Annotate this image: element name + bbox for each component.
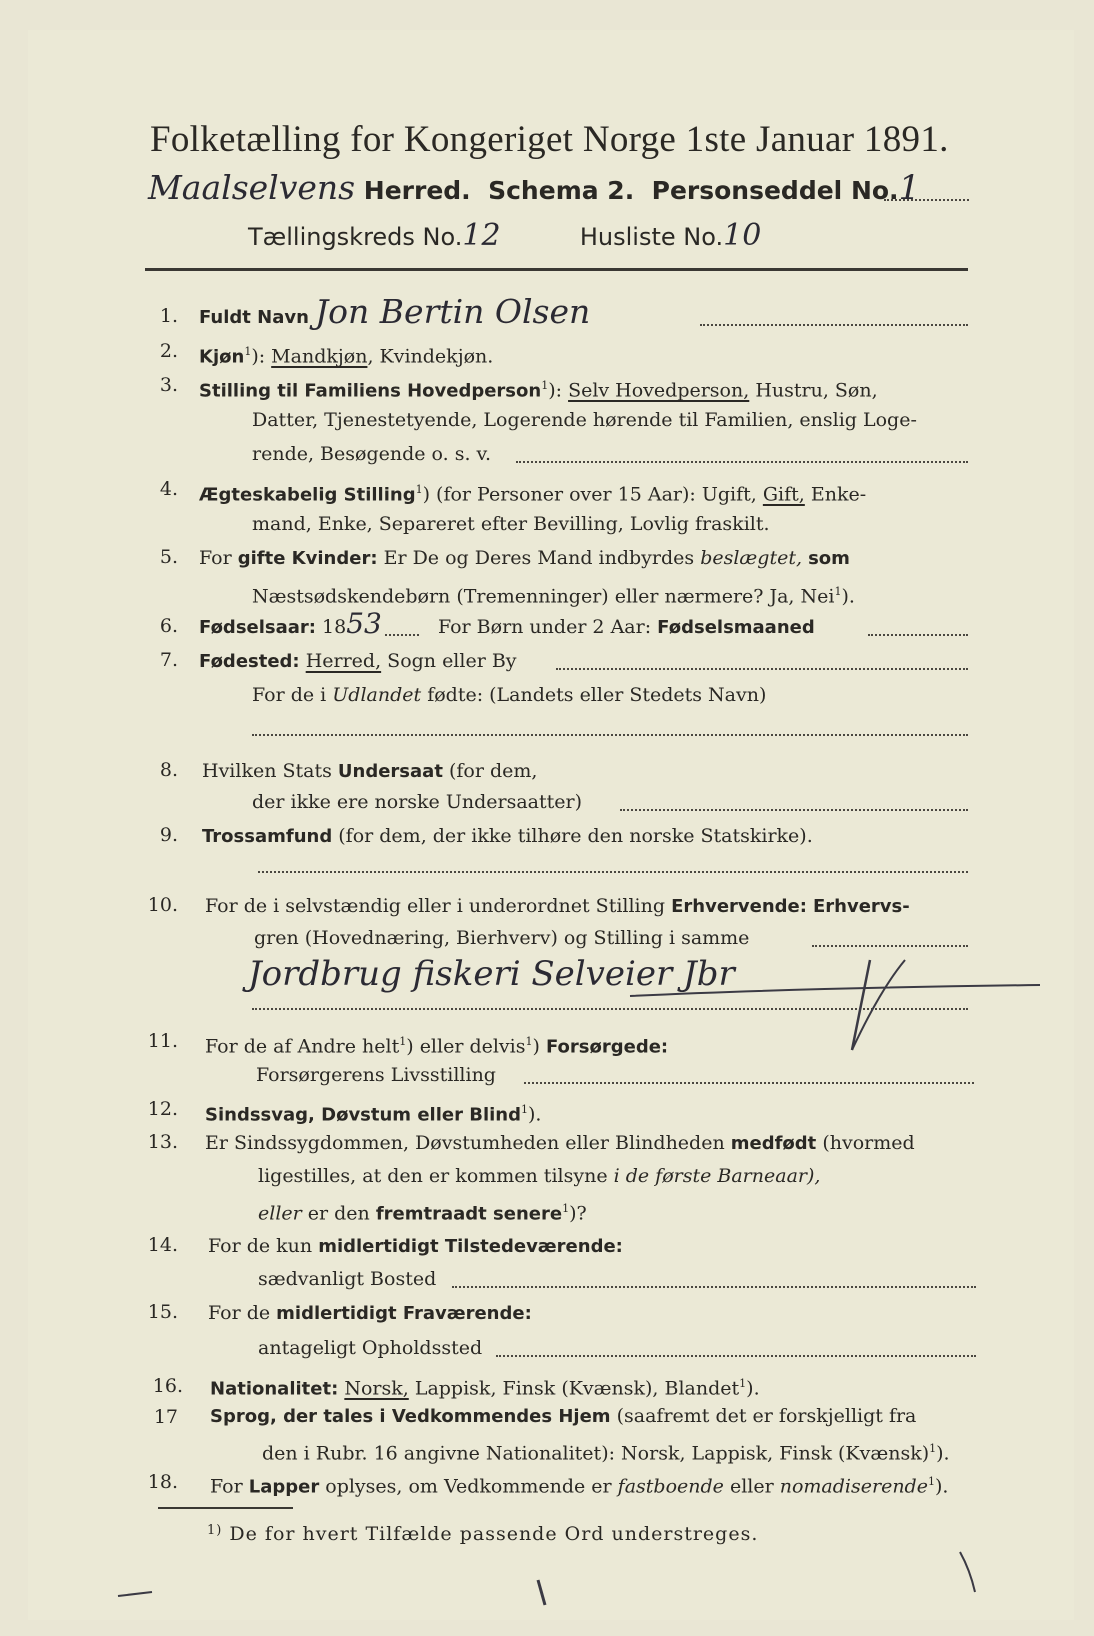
disability-label: Sindssvag, Døvstum eller Blind — [205, 1104, 521, 1126]
item-11-text-b: eller delvis — [419, 1035, 526, 1058]
item-7-for: For de i — [252, 684, 327, 706]
sex-option-male: Mandkjøn — [271, 345, 368, 368]
birth-year-label: Fødselsaar: — [199, 617, 316, 638]
item-13-eller: eller — [258, 1202, 302, 1225]
footnote-ref: 1 — [520, 1103, 528, 1116]
marital-status-selected: Gift, — [762, 483, 805, 506]
item-18-nomadic: nomadiserende — [779, 1475, 928, 1498]
husliste-label: Husliste No. — [579, 223, 724, 251]
nationality-options: Lappisk, Finsk (Kvænsk), Blandet — [414, 1377, 740, 1400]
item-18-settled: fastboende — [617, 1475, 724, 1498]
item-18: For Lapper oplyses, om Vedkommende er fastboende eller nomadiserende$^1$). — [210, 1475, 949, 1498]
item-number-18: 18. — [147, 1471, 178, 1493]
congenital-label: medfødt — [730, 1133, 817, 1154]
item-number-8: 8. — [159, 759, 178, 781]
item-5-line-2-text: Næstsødskendebørn (Tremenninger) eller nærmere? Ja, Nei — [252, 585, 835, 608]
item-3: Stilling til Familiens Hovedperson$^1$): Selv Hovedperson, Hustru, Søn, — [199, 379, 878, 402]
marital-status-text: (for Personer over 15 Aar): Ugift, — [436, 483, 757, 506]
item-5-for: For — [199, 547, 232, 569]
full-name-handwritten: Jon Bertin Olsen — [314, 292, 591, 331]
item-13-line-2b: i de første Barneaar), — [613, 1165, 821, 1187]
schema-label: Schema 2. — [488, 176, 635, 205]
item-number-11: 11. — [147, 1030, 178, 1052]
religion-label: Trossamfund — [202, 826, 333, 847]
kreds-label: Tællingskreds No. — [248, 223, 463, 251]
item-11-text-a: For de af Andre helt — [205, 1035, 400, 1058]
item-number-14: 14. — [147, 1234, 178, 1256]
item-11-line-2: Forsørgerens Livsstilling — [256, 1064, 496, 1086]
item-7-abroad: Udlandet — [332, 684, 422, 706]
birthplace-options: Sogn eller By — [387, 650, 517, 672]
item-17-line-2: den i Rubr. 16 angivne Nationalitet): Norsk, Lappisk, Finsk (Kvænsk)$^1$). — [262, 1442, 950, 1465]
footnote-ref: 1 — [525, 1035, 533, 1048]
footnote-ref: 1 — [399, 1035, 407, 1048]
footnote-text: De for hvert Tilfælde passende Ord understreges. — [229, 1523, 759, 1545]
sami-label: Lapper — [248, 1476, 320, 1498]
item-15-text: For de — [208, 1302, 271, 1324]
item-3-line-3: rende, Besøgende o. s. v. — [252, 443, 492, 465]
bottom-mark-right — [960, 1552, 975, 1592]
later-onset-label: fremtraadt senere — [375, 1203, 563, 1225]
item-5-line-2: Næstsødskendebørn (Tremenninger) eller nærmere? Ja, Nei$^1$). — [252, 585, 855, 608]
birthplace-selected: Herred, — [305, 650, 382, 672]
item-13-end: (hvormed — [822, 1132, 915, 1154]
birthplace-label: Fødested: — [199, 651, 300, 672]
item-number-1: 1. — [159, 305, 178, 327]
nationality-selected: Norsk, — [344, 1377, 409, 1400]
item-15-line-2: antageligt Opholdssted — [258, 1337, 483, 1359]
herred-label: Herred. — [363, 176, 471, 205]
bottom-mark-left — [118, 1592, 152, 1596]
birth-month-text: For Børn under 2 Aar: — [437, 616, 652, 638]
item-18-for: For — [210, 1475, 243, 1498]
husliste-number: 10 — [723, 218, 762, 253]
item-13-text: Er Sindssygdommen, Døvstumheden eller Blindheden — [205, 1132, 725, 1154]
nationality-label: Nationalitet: — [210, 1378, 339, 1400]
item-number-15: 15. — [147, 1301, 178, 1323]
item-7-country: fødte: (Landets eller Stedets Navn) — [427, 684, 767, 706]
item-number-10: 10. — [147, 894, 178, 916]
footnote-mark: 1) — [207, 1523, 223, 1538]
item-number-9: 9. — [159, 824, 178, 846]
personseddel-label: Personseddel No. — [651, 176, 899, 205]
item-3-line-2: Datter, Tjenestetyende, Logerende hørende til Familien, enslig Loge- — [252, 409, 917, 431]
sex-label: Kjøn — [199, 346, 245, 368]
language-text: (saafremt det er forskjelligt fra — [616, 1405, 917, 1427]
item-number-3: 3. — [159, 374, 178, 396]
item-5-som: som — [808, 548, 850, 569]
item-13-line-2a: ligestilles, at den er kommen tilsyne — [258, 1165, 608, 1187]
item-18-eller: eller — [729, 1475, 774, 1498]
item-number-5: 5. — [159, 546, 178, 568]
language-label: Sprog, der tales i Vedkommendes Hjem — [210, 1406, 611, 1427]
item-number-12: 12. — [147, 1098, 178, 1120]
occupation-handwritten: Jordbrug fiskeri Selveier Jbr — [248, 954, 735, 994]
family-position-options: Hustru, Søn, — [755, 379, 878, 402]
item-13-er-den: er den — [307, 1202, 370, 1225]
item-number-6: 6. — [159, 615, 178, 637]
birth-year-handwritten: 53 — [346, 607, 382, 640]
footnote-ref: 1 — [244, 345, 252, 358]
married-women-label: gifte Kvinder: — [237, 548, 378, 569]
item-11: For de af Andre helt$^1$) eller delvis$^1$) Forsørgede: — [205, 1035, 669, 1058]
descender-stroke — [852, 960, 870, 1050]
temporary-absent-label: midlertidigt Fraværende: — [276, 1303, 532, 1324]
occupation-end: Erhvervs- — [813, 896, 910, 917]
item-number-16: 16. — [152, 1375, 183, 1397]
occupation-label: Erhvervende: — [671, 896, 807, 917]
footnote-ref: 1 — [929, 1442, 937, 1455]
footnote-ref: 1 — [834, 585, 842, 598]
item-number-13: 13. — [147, 1131, 178, 1153]
item-10-text: For de i selvstændig eller i underordnet Stilling — [205, 895, 666, 917]
dependents-label: Forsørgede: — [545, 1036, 669, 1058]
marital-status-end: Enke- — [810, 483, 867, 506]
item-5-question: Er De og Deres Mand indbyrdes — [383, 547, 695, 569]
item-number-2: 2. — [159, 340, 178, 362]
footnote-ref: 1 — [739, 1377, 747, 1390]
item-4-line-2: mand, Enke, Separeret efter Bevilling, Lovlig fraskilt. — [252, 513, 770, 535]
family-position-label: Stilling til Familiens Hovedperson — [199, 380, 542, 402]
footnote-ref: 1 — [415, 483, 423, 496]
municipality-handwritten: Maalselvens — [148, 168, 356, 207]
item-5-related: beslægtet, — [700, 547, 803, 569]
kreds-number: 12 — [462, 218, 501, 253]
temporary-present-label: midlertidigt Tilstedeværende: — [318, 1236, 623, 1257]
citizenship-label: Undersaat — [337, 761, 443, 782]
item-12: Sindssvag, Døvstum eller Blind$^1$). — [205, 1103, 542, 1126]
footnote-ref: 1 — [541, 379, 549, 392]
family-position-selected: Selv Hovedperson, — [568, 379, 750, 402]
footnote-ref: 1 — [562, 1202, 570, 1215]
birth-year-prefix: 18 — [322, 616, 347, 638]
item-13-line-3: eller er den fremtraadt senere$^1$)? — [258, 1202, 587, 1225]
bottom-mark-center — [538, 1580, 545, 1605]
occupation-stroke — [630, 985, 1040, 996]
item-14-line-2: sædvanligt Bosted — [258, 1268, 437, 1290]
marital-status-label: Ægteskabelig Stilling — [199, 484, 416, 506]
item-10-line-2: gren (Hovednæring, Bierhverv) og Stilling i samme — [254, 927, 750, 949]
item-18-text: oplyses, om Vedkommende er — [325, 1475, 612, 1498]
item-16: Nationalitet: Norsk, Lappisk, Finsk (Kvænsk), Blandet$^1$). — [210, 1377, 760, 1400]
item-8-for: (for dem, — [448, 760, 538, 782]
personseddel-number: 1 — [898, 168, 921, 208]
footnote-ref: 1 — [927, 1475, 935, 1488]
birth-month-label: Fødselsmaaned — [657, 617, 815, 638]
item-8-which: Hvilken Stats — [202, 760, 332, 782]
form-title: Folketælling for Kongeriget Norge 1ste Januar 1891. — [150, 119, 949, 160]
item-4: Ægteskabelig Stilling$^1$) (for Personer over 15 Aar): Ugift, Gift, Enke- — [199, 483, 867, 506]
religion-text: (for dem, der ikke tilhøre den norske Statskirke). — [338, 825, 813, 847]
item-2: Kjøn$^1$): Mandkjøn, Kvindekjøn. — [199, 345, 494, 368]
item-number-17: 17 — [153, 1406, 178, 1428]
item-14-text: For de kun — [208, 1235, 313, 1257]
item-8-line-2: der ikke ere norske Undersaatter) — [252, 791, 582, 813]
sex-option-female: Kvindekjøn. — [379, 345, 494, 368]
item-17-line-2-text: den i Rubr. 16 angivne Nationalitet): Norsk, Lappisk, Finsk (Kvænsk) — [262, 1442, 930, 1465]
full-name-label: Fuldt Navn — [199, 307, 309, 328]
item-number-4: 4. — [159, 478, 178, 500]
item-number-7: 7. — [159, 649, 178, 671]
